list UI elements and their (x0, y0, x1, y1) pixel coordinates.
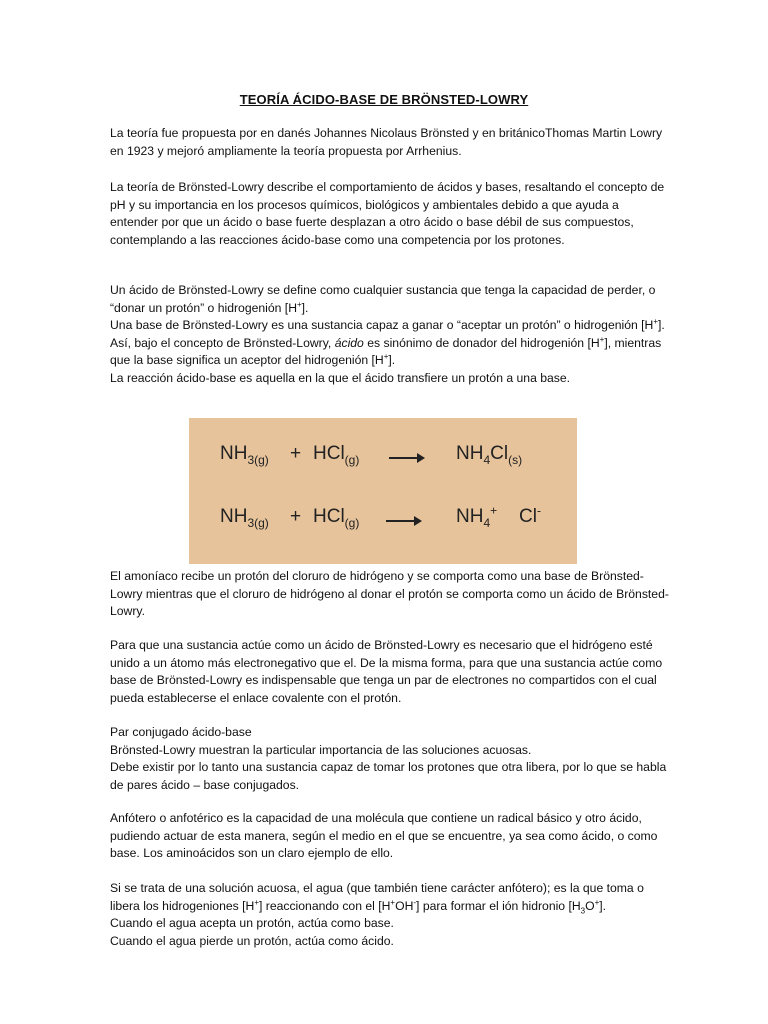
paragraph-conjugate-pair: Par conjugado ácido-base Brönsted-Lowry muestran la particular importancia de las soluciones acuosas. Debe existir por lo tanto una sustancia capaz de tomar los protones que otra libera, por lo que se habla de pares ácido – base conjugados. (110, 724, 670, 794)
concept-summary: Así, bajo el concepto de Brönsted-Lowry, ácido es sinónimo de donador del hidrogenión [H+], mientras que la base significa un aceptor del hidrogenión [H+]. (110, 334, 662, 368)
paragraph-ammonia: El amoníaco recibe un protón del cloruro de hidrógeno y se comporta como una base de Brönsted-Lowry mientras que el cloruro de hidrógeno al donar el protón se comporta como un ácido de Brönsted-Lowry. (110, 569, 669, 619)
equation-1 (189, 443, 577, 473)
acid-definition: Un ácido de Brönsted-Lowry se define como cualquier sustancia que tenga la capacidad de perder, o “donar un protón” o hidrogenión [H+]. (110, 283, 656, 315)
paragraph-amphoteric: Anfótero o anfotérico es la capacidad de una molécula que contiene un radical básico y otro ácido, pudiendo actuar de esta manera, según el medio en el que se encuentre, ya sea como ácido, o como base. Los aminoácidos son un claro ejemplo de ello. (110, 811, 658, 861)
paragraph-definitions (110, 282, 670, 388)
page-title: TEORÍA ÁCIDO-BASE DE BRÖNSTED-LOWRY (239, 92, 529, 107)
eq2-nh3: $NH_{3(g)}$ (220, 506, 269, 530)
eq2-arrow-icon (386, 520, 420, 522)
paragraph-description: La teoría de Brönsted-Lowry describe el comportamiento de ácidos y bases, resaltando el concepto de pH y su importancia en los procesos químicos, biológicos y ambientales debido a que ayuda a entender por que un ácido o base fuerte desplazan a otro ácido o base débil de sus compuestos, contemplando a las reacciones ácido-base como una competencia por los protones. (110, 180, 665, 247)
eq1-nh4cl: $NH_4Cl_{(s)}$ (456, 443, 523, 467)
eq2-cl-ion: Cl- (519, 503, 541, 527)
paragraph-water: Si se trata de una solución acuosa, el agua (que también tiene carácter anfótero); es la que toma o libera los hidrogeniones [H+] reaccionando con el [H+OH-] para formar el ión hidronio $[H_3O^+]$. Cuando el agua acepta un protón, actúa como base. Cuando el agua pierde un protón, actúa como ácido. (110, 881, 644, 948)
section-heading: Par conjugado ácido-base (110, 725, 252, 739)
equation-figure (189, 418, 577, 564)
eq2-hcl: HCl$_{(g)}$ (313, 506, 360, 530)
eq1-hcl: HCl$_{(g)}$ (313, 443, 360, 467)
eq2-nh4-ion: $NH_4^+$ (456, 503, 498, 530)
eq1-nh3: $NH_{3(g)}$ (220, 443, 269, 467)
eq1-plus: + (290, 443, 302, 464)
paragraph-requirements: Para que una sustancia actúe como un ácido de Brönsted-Lowry es necesario que el hidrógeno esté unido a un átomo más electronegativo que el. De la misma forma, para que una sustancia actúe como base de Brönsted-Lowry es indispensable que tenga un par de electrones no compartidos con el cual pueda establecerse el enlace covalente con el protón. (110, 638, 663, 705)
eq1-arrow-icon (389, 457, 423, 459)
base-definition: Una base de Brönsted-Lowry es una sustancia capaz a ganar o “aceptar un protón” o hidrogenión [H+]. (110, 317, 665, 333)
reaction-definition: La reacción ácido-base es aquella en la que el ácido transfiere un protón a una base. (110, 370, 571, 385)
equation-2 (189, 503, 577, 536)
paragraph-intro: La teoría fue propuesta por en danés Johannes Nicolaus Brönsted y en británicoThomas Martin Lowry en 1923 y mejoró ampliamente la teoría propuesta por Arrhenius. (110, 126, 663, 158)
eq2-plus: + (290, 506, 302, 527)
